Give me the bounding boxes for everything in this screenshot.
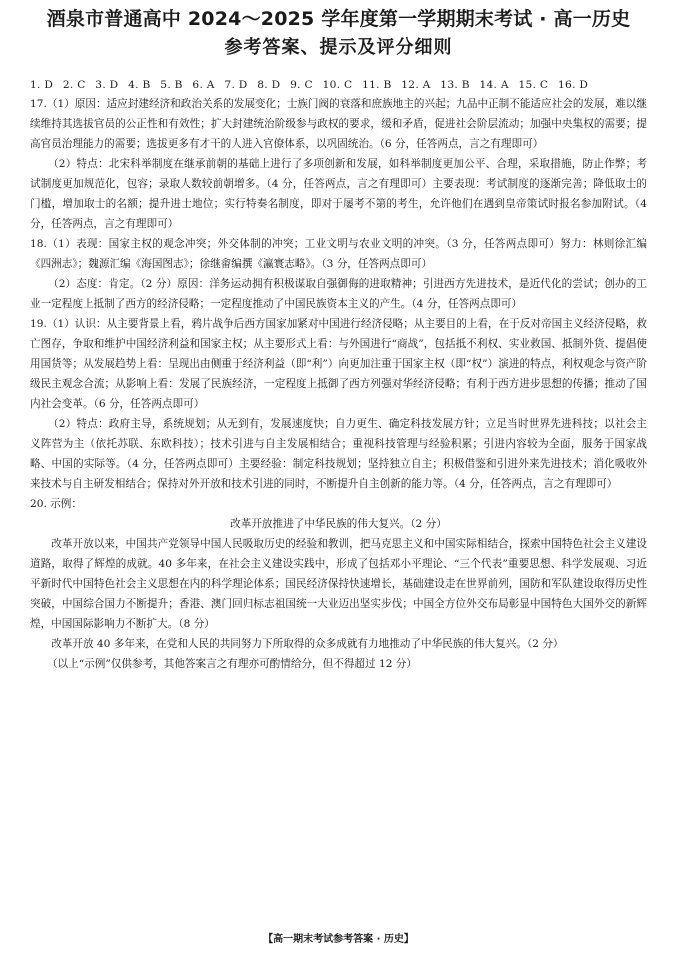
- q18-part1: 18.（1）表现：国家主权的观念冲突；外交体制的冲突；工业文明与农业文明的冲突。（3 分，任答两点即可）努力：林则徐汇编《四洲志》；魏源汇编《海国图志》；徐继畬编撰《瀛寰志略》。（3 分，任答两点即可）: [30, 238, 647, 270]
- answer-8: 8. D: [257, 79, 281, 91]
- question-19: [30, 314, 647, 494]
- question-20: [30, 494, 647, 674]
- q19-part2: （2）特点：政府主导，系统规划；从无到有，发展速度快；自力更生、确定科技发展方针；立足当时世界先进科技；以社会主义阵营为主（依托苏联、东欧科技）；技术引进与自主发展相结合；重视科技管理与经验积累；引进内容较为全面，服务于国家战略、中国的实际等。（4 分，任答两点即可）主要经验：制定科技规划；坚持独立自主；积极借鉴和引进外来先进技术；消化吸收外来技术与自主研发相结合；保持对外开放和技术引进的同时，不断提升自主创新的能力等。（4 分，任答两点，言之有理即可）: [30, 418, 647, 490]
- q17-part2: （2）特点：北宋科举制度在继承前朝的基础上进行了多项创新和发展，如科举制度更加公平、合理，采取措施，防止作弊；考试制度更加规范化，包容；录取人数较前朝增多。（4 分，任答两点，言之有理即可）主要表现：考试制度的逐渐完善；降低取士的门槛，增加取士的名额；提升进士地位；实行特奏名制度，即对于屡考不第的考生，允许他们在遇到皇帝策试时报名参加附试。（4 分，任答两点，言之有理即可）: [30, 158, 647, 230]
- answer-body: [30, 94, 647, 674]
- q20-thesis: 改革开放推进了中华民族的伟大复兴。（2 分）: [230, 518, 447, 530]
- page-subtitle: 参考答案、提示及评分细则: [224, 37, 453, 58]
- q20-label: 20. 示例：: [30, 498, 82, 510]
- q17-part1: 17.（1）原因：适应封建经济和政治关系的发展变化；士族门阀的衰落和庶族地主的兴起；九品中正制不能适应社会的发展，难以继续维持其选拔官员的公正性和有效性；扩大封建统治阶级参与政权的要求，缓和矛盾，促进社会阶层流动；加强中央集权的需要；提高官员治理能力的需要；选拔更多有才干的人进入官僚体系，以巩固统治。（6 分，任答两点，言之有理即可）: [30, 98, 647, 150]
- page-title: 酒泉市普通高中 2024～2025 学年度第一学期期末考试 · 高一历史: [46, 8, 631, 30]
- page-footer: 【高一期末考试参考答案 · 历史】: [263, 934, 414, 945]
- answer-6: 6. A: [192, 79, 215, 91]
- q19-part1: 19.（1）认识：从主要背景上看，鸦片战争后西方国家加紧对中国进行经济侵略；从主要目的上看，在于反对帝国主义经济侵略，救亡图存，争取和维护中国经济利益和国家主权；从主要形式上看：与外国进行“商战”，包括抵不利权、实业救国、抵制外货、提倡使用国货等；从发展趋势上看：呈现出由侧重于经济利益（即“利”）向更加注重于国家主权（即“权”）演进的特点，利权观念与资产阶级民主观念合流；从影响上看：发展了民族经济，一定程度上抵御了西方列强对华经济侵略；有利于西方进步思想的传播；推动了国内社会变革。（6 分，任答两点即可）: [30, 318, 647, 410]
- answer-1: 1. D: [30, 79, 54, 91]
- answer-5: 5. B: [160, 79, 183, 91]
- answer-14: 14. A: [479, 79, 509, 91]
- answer-16: 16. D: [558, 79, 589, 91]
- answer-4: 4. B: [128, 79, 151, 91]
- choice-answer-row: [30, 76, 647, 94]
- answer-12: 12. A: [401, 79, 431, 91]
- answer-9: 9. C: [290, 79, 313, 91]
- answer-2: 2. C: [62, 79, 86, 91]
- question-18: [30, 234, 647, 314]
- answer-3: 3. D: [95, 79, 119, 91]
- answer-15: 15. C: [518, 79, 549, 91]
- q18-part2: （2）态度：肯定。（2 分）原因：洋务运动拥有积极谋取自强御侮的进取精神；引进西方先进技术，是近代化的尝试；创办的工业一定程度上抵制了西方的经济侵略；一定程度推动了中国民族资本主义的产生。（4 分，任答两点即可）: [30, 278, 647, 310]
- answer-13: 13. B: [440, 79, 470, 91]
- q20-body: 改革开放以来，中国共产党领导中国人民吸取历史的经验和教训，把马克思主义和中国实际相结合，探索中国特色社会主义建设道路，取得了辉煌的成就。40 多年来，在社会主义建设实践中，形成了包括邓小平理论、“三个代表”重要思想、科学发展观、习近平新时代中国特色社会主义思想在内的科学理论体系；国民经济保持快速增长，基础建设走在世界前列，国防和军队建设取得历史性突破，中国综合国力不断提升；香港、澳门回归标志祖国统一大业迈出坚实步伐；中国全方位外交布局彰显中国特色大国外交的新辉煌，中国国际影响力不断扩大。（8 分）: [30, 538, 647, 630]
- q20-grading-note: （以上“示例”仅供参考，其他答案言之有理亦可酌情给分，但不得超过 12 分）: [46, 658, 417, 670]
- q20-conclusion: 改革开放 40 多年来，在党和人民的共同努力下所取得的众多成就有力地推动了中华民族的伟大复兴。（2 分）: [51, 638, 564, 650]
- question-17: [30, 94, 647, 234]
- answer-7: 7. D: [224, 79, 248, 91]
- answer-10: 10. C: [322, 79, 353, 91]
- answer-11: 11. B: [362, 79, 392, 91]
